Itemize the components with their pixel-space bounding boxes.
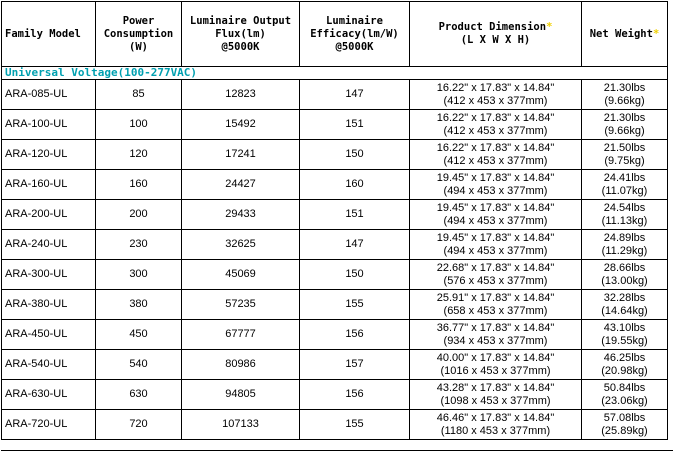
cell-weight: [582, 290, 668, 320]
cell-weight: [582, 200, 668, 230]
cell-flux: [182, 380, 300, 410]
cell-weight-text: 32.28lbs: [603, 291, 646, 304]
cell-power-text: 630: [129, 388, 148, 400]
cell-weight-text: (20.98kg): [601, 364, 648, 377]
cell-efficacy-text: 151: [345, 208, 364, 220]
cell-flux: [182, 110, 300, 140]
cell-dimension: [410, 410, 582, 440]
cell-dimension: [410, 140, 582, 170]
cell-dimension-text: 19.45" x 17.83" x 14.84": [436, 171, 555, 184]
cell-dimension-text: (1180 x 453 x 377mm): [440, 424, 551, 437]
cell-efficacy-text: 156: [345, 388, 364, 400]
cell-model-text: ARA-540-UL: [5, 358, 68, 370]
cell-power-text: 230: [129, 238, 148, 250]
cell-dimension: [410, 380, 582, 410]
cell-power: [96, 320, 182, 350]
spec-table-container: [1, 1, 668, 440]
cell-flux-text: 107133: [222, 418, 259, 430]
cell-flux: [182, 230, 300, 260]
cell-flux: [182, 260, 300, 290]
cell-efficacy: [300, 140, 410, 170]
cell-efficacy: [300, 350, 410, 380]
cell-dimension: [410, 260, 582, 290]
cell-power: [96, 260, 182, 290]
cell-weight-text: (13.00kg): [601, 274, 648, 287]
cell-efficacy: [300, 320, 410, 350]
cell-dimension: [410, 320, 582, 350]
cell-efficacy-text: 150: [345, 268, 364, 280]
cell-efficacy: [300, 230, 410, 260]
cell-efficacy: [300, 170, 410, 200]
cell-dimension: [410, 110, 582, 140]
cell-dimension-text: (494 x 453 x 377mm): [443, 214, 548, 227]
cell-weight-text: 21.50lbs: [603, 141, 646, 154]
cell-weight: [582, 350, 668, 380]
cell-power: [96, 230, 182, 260]
header-flux-line1: Luminaire Output: [189, 14, 292, 27]
cell-flux-text: 32625: [225, 238, 256, 250]
cell-dimension-text: 19.45" x 17.83" x 14.84": [436, 201, 555, 214]
cell-model-text: ARA-630-UL: [5, 388, 68, 400]
cell-power: [96, 140, 182, 170]
cell-flux: [182, 80, 300, 110]
cell-power-text: 85: [132, 88, 145, 100]
cell-model: [2, 320, 96, 350]
cell-model-text: ARA-450-UL: [5, 328, 68, 340]
cell-weight-text: 43.10lbs: [603, 321, 646, 334]
header-flux-line2: Flux(lm): [215, 27, 266, 40]
table-row: [2, 260, 668, 290]
cell-weight: [582, 410, 668, 440]
cell-model: [2, 260, 96, 290]
cell-weight-text: (25.89kg): [601, 424, 648, 437]
cell-dimension-text: 22.68" x 17.83" x 14.84": [436, 261, 555, 274]
cell-dimension-text: (658 x 453 x 377mm): [443, 304, 548, 317]
cell-weight-text: (19.55kg): [601, 334, 648, 347]
cell-dimension-text: 36.77" x 17.83" x 14.84": [436, 321, 555, 334]
cell-power: [96, 410, 182, 440]
cell-model: [2, 200, 96, 230]
cell-weight: [582, 380, 668, 410]
cell-weight-text: (9.66kg): [604, 94, 645, 107]
cell-dimension-text: (1098 x 453 x 377mm): [440, 394, 551, 407]
cell-weight: [582, 260, 668, 290]
cell-efficacy: [300, 80, 410, 110]
cell-model: [2, 170, 96, 200]
cell-model-text: ARA-160-UL: [5, 178, 68, 190]
cell-flux-text: 80986: [225, 358, 256, 370]
table-row: [2, 110, 668, 140]
cell-model-text: ARA-380-UL: [5, 298, 68, 310]
cell-efficacy: [300, 380, 410, 410]
cell-model-text: ARA-200-UL: [5, 208, 68, 220]
cell-power: [96, 110, 182, 140]
cell-weight: [582, 320, 668, 350]
cell-power-text: 450: [129, 328, 148, 340]
cell-dimension-text: 16.22" x 17.83" x 14.84": [436, 111, 555, 124]
cell-model: [2, 80, 96, 110]
cell-efficacy-text: 157: [345, 358, 364, 370]
cell-weight-text: 24.54lbs: [603, 201, 646, 214]
cell-efficacy-text: 160: [345, 178, 364, 190]
table-row: [2, 290, 668, 320]
cell-flux-text: 24427: [225, 178, 256, 190]
cell-dimension-text: 16.22" x 17.83" x 14.84": [436, 81, 555, 94]
cell-efficacy: [300, 200, 410, 230]
cell-dimension-text: (576 x 453 x 377mm): [443, 274, 548, 287]
cell-dimension: [410, 200, 582, 230]
header-dimension-line1: Product Dimension: [438, 21, 547, 33]
star-icon: *: [652, 27, 660, 40]
header-weight: [582, 2, 668, 67]
cell-power: [96, 170, 182, 200]
cell-weight: [582, 80, 668, 110]
cell-weight-text: (14.64kg): [601, 304, 648, 317]
table-row: [2, 380, 668, 410]
cell-dimension-text: 16.22" x 17.83" x 14.84": [436, 141, 555, 154]
table-row: [2, 230, 668, 260]
cell-weight-text: (11.07kg): [601, 184, 648, 197]
cell-weight-text: (9.66kg): [604, 124, 645, 137]
group-row: [2, 67, 668, 80]
cell-power-text: 300: [129, 268, 148, 280]
cell-weight-text: 50.84lbs: [603, 381, 646, 394]
header-flux-line3: @5000K: [221, 40, 260, 53]
cell-flux-text: 29433: [225, 208, 256, 220]
header-weight-label: Net Weight: [589, 27, 653, 40]
table-row: [2, 170, 668, 200]
cell-flux-text: 67777: [225, 328, 256, 340]
cell-model-text: ARA-240-UL: [5, 238, 68, 250]
header-dimension: [410, 2, 582, 67]
cell-power-text: 380: [129, 298, 148, 310]
cell-dimension: [410, 230, 582, 260]
cell-efficacy: [300, 260, 410, 290]
cell-power: [96, 380, 182, 410]
cell-flux-text: 12823: [225, 88, 256, 100]
cell-weight-text: 21.30lbs: [603, 111, 646, 124]
cell-flux: [182, 170, 300, 200]
cell-dimension-text: (412 x 453 x 377mm): [443, 154, 548, 167]
cell-power-text: 100: [129, 118, 148, 130]
cell-flux: [182, 410, 300, 440]
cell-dimension-text: (934 x 453 x 377mm): [443, 334, 548, 347]
table-row: [2, 320, 668, 350]
cell-dimension-text: (412 x 453 x 377mm): [443, 124, 548, 137]
cell-model: [2, 110, 96, 140]
cell-weight: [582, 170, 668, 200]
cell-power-text: 540: [129, 358, 148, 370]
cell-flux-text: 45069: [225, 268, 256, 280]
cell-power: [96, 350, 182, 380]
cell-power: [96, 290, 182, 320]
cell-efficacy-text: 155: [345, 418, 364, 430]
cell-efficacy-text: 151: [345, 118, 364, 130]
cell-weight-text: 46.25lbs: [603, 351, 646, 364]
cell-efficacy-text: 150: [345, 148, 364, 160]
header-flux: [182, 2, 300, 67]
cell-dimension-text: 19.45" x 17.83" x 14.84": [436, 231, 555, 244]
cell-power-text: 200: [129, 208, 148, 220]
group-label: Universal Voltage(100-277VAC): [2, 67, 668, 80]
cell-model-text: ARA-100-UL: [5, 118, 68, 130]
header-dimension-line2: (L X W X H): [460, 34, 531, 46]
header-power-line1: Power: [122, 14, 155, 27]
header-power: [96, 2, 182, 67]
header-family-model: [2, 2, 96, 67]
cell-weight-text: (9.75kg): [604, 154, 645, 167]
table-row: [2, 350, 668, 380]
cell-weight-text: 21.30lbs: [603, 81, 646, 94]
table-row: [2, 80, 668, 110]
cell-model-text: ARA-720-UL: [5, 418, 68, 430]
cell-efficacy-text: 155: [345, 298, 364, 310]
cell-efficacy-text: 147: [345, 238, 364, 250]
header-power-line3: (W): [129, 40, 148, 53]
cell-weight-text: 24.89lbs: [603, 231, 646, 244]
cell-model: [2, 230, 96, 260]
cell-model: [2, 140, 96, 170]
cell-dimension-text: 40.00" x 17.83" x 14.84": [436, 351, 555, 364]
cell-flux-text: 94805: [225, 388, 256, 400]
table-row: [2, 410, 668, 440]
cell-model: [2, 350, 96, 380]
cell-weight-text: (23.06kg): [601, 394, 648, 407]
cell-model-text: ARA-300-UL: [5, 268, 68, 280]
cell-flux-text: 15492: [225, 118, 256, 130]
cell-power-text: 160: [129, 178, 148, 190]
header-power-line2: Consumption: [103, 27, 174, 40]
cell-weight-text: 57.08lbs: [603, 411, 646, 424]
cell-weight-text: 24.41lbs: [603, 171, 646, 184]
cell-weight-text: 28.66lbs: [603, 261, 646, 274]
cell-dimension-text: (1016 x 453 x 377mm): [440, 364, 551, 377]
cell-dimension-text: 25.91" x 17.83" x 14.84": [436, 291, 555, 304]
cell-flux: [182, 290, 300, 320]
cell-dimension: [410, 290, 582, 320]
table-continuation-edge: [1, 450, 673, 455]
cell-efficacy: [300, 110, 410, 140]
cell-dimension-text: (494 x 453 x 377mm): [443, 244, 548, 257]
cell-efficacy-text: 156: [345, 328, 364, 340]
cell-flux-text: 57235: [225, 298, 256, 310]
cell-flux: [182, 350, 300, 380]
cell-dimension: [410, 350, 582, 380]
header-family-model-label: Family Model: [5, 27, 81, 40]
cell-model: [2, 410, 96, 440]
cell-efficacy: [300, 410, 410, 440]
cell-model-text: ARA-120-UL: [5, 148, 68, 160]
cell-dimension: [410, 170, 582, 200]
cell-dimension-text: 43.28" x 17.83" x 14.84": [436, 381, 555, 394]
cell-flux: [182, 200, 300, 230]
star-icon: *: [546, 21, 553, 33]
header-efficacy: [300, 2, 410, 67]
header-row: [2, 2, 668, 67]
header-efficacy-line3: @5000K: [335, 40, 374, 53]
cell-model-text: ARA-085-UL: [5, 88, 68, 100]
header-efficacy-line2: Efficacy(lm/W): [310, 27, 399, 40]
cell-efficacy: [300, 290, 410, 320]
cell-weight: [582, 140, 668, 170]
cell-dimension-text: (412 x 453 x 377mm): [443, 94, 548, 107]
cell-weight-text: (11.29kg): [601, 244, 648, 257]
cell-power: [96, 200, 182, 230]
header-efficacy-line1: Luminaire: [326, 14, 383, 27]
cell-weight: [582, 230, 668, 260]
cell-flux-text: 17241: [225, 148, 256, 160]
cell-dimension-text: (494 x 453 x 377mm): [443, 184, 548, 197]
table-row: [2, 200, 668, 230]
spec-table: [1, 1, 668, 440]
cell-power-text: 720: [129, 418, 148, 430]
cell-weight-text: (11.13kg): [601, 214, 648, 227]
cell-efficacy-text: 147: [345, 88, 364, 100]
cell-dimension-text: 46.46" x 17.83" x 14.84": [436, 411, 555, 424]
cell-flux: [182, 320, 300, 350]
cell-dimension: [410, 80, 582, 110]
cell-power-text: 120: [129, 148, 148, 160]
cell-flux: [182, 140, 300, 170]
cell-weight: [582, 110, 668, 140]
cell-power: [96, 80, 182, 110]
cell-model: [2, 380, 96, 410]
table-row: [2, 140, 668, 170]
cell-model: [2, 290, 96, 320]
